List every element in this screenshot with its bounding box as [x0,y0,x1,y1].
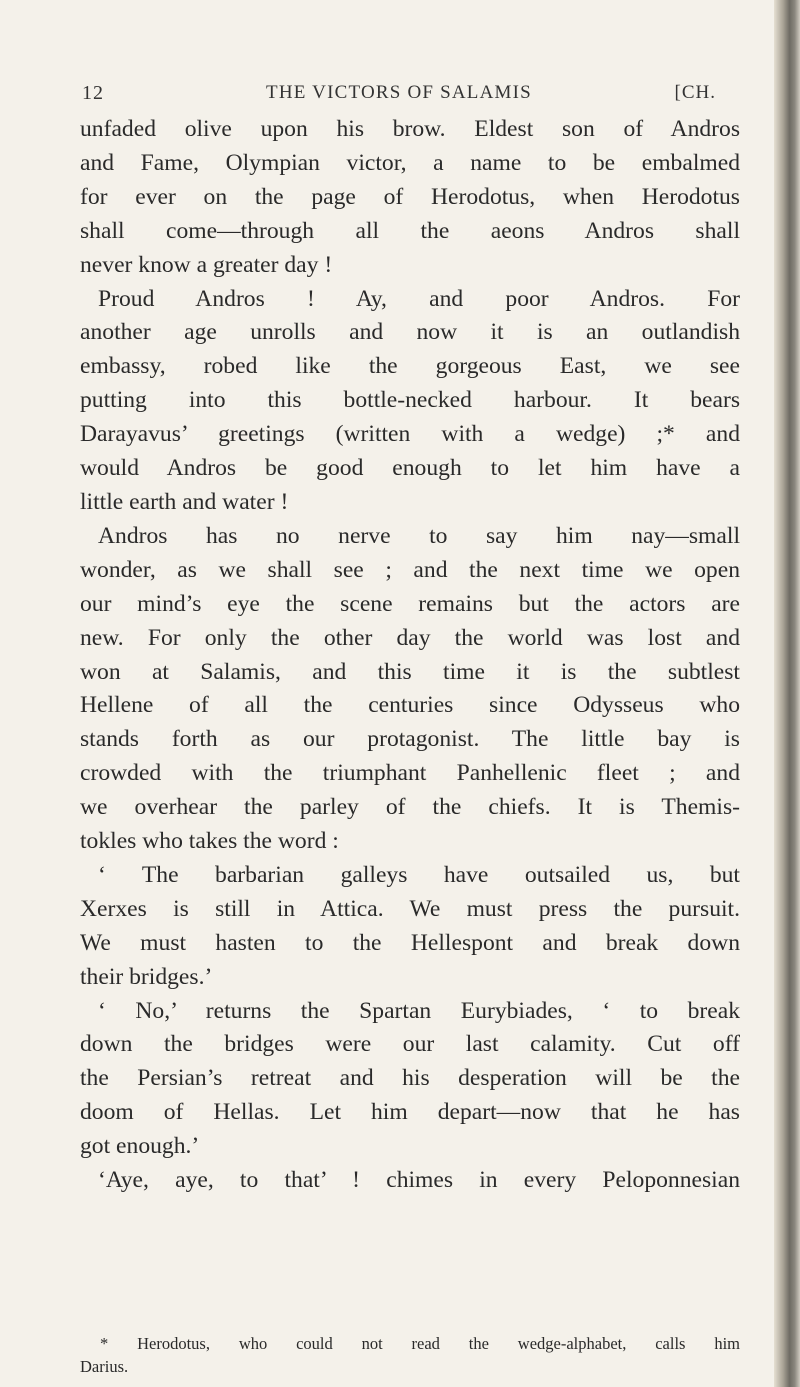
running-head [82,82,716,112]
text-line: and Fame, Olympian victor, a name to be embalmed [80,149,740,176]
text-line: our mind’s eye the scene remains but the actors are [80,590,740,617]
text-line: got enough.’ [80,1133,200,1160]
text-line: the Persian’s retreat and his desperation will be the [80,1065,740,1092]
text-line: Darayavus’ greetings (written with a wedge) ;* and [80,421,740,448]
page-number: 12 [82,82,104,104]
text-line: we overhear the parley of the chiefs. It is Themis- [80,794,740,821]
text-line: shall come—through all the aeons Andros shall [80,217,740,244]
text-line: never know a greater day ! [80,251,333,278]
text-line: ‘Aye, aye, to that’ ! chimes in every Peloponnesian [98,1167,740,1194]
footnote [80,1332,740,1378]
running-title: THE VICTORS OF SALAMIS [266,82,532,103]
page-edge-shadow [774,0,800,1387]
text-line: new. For only the other day the world was lost and [80,624,740,651]
text-line: Proud Andros ! Ay, and poor Andros. For [98,285,740,312]
text-line: unfaded olive upon his brow. Eldest son of Andros [80,116,740,142]
text-line: Andros has no nerve to say him nay—small [98,522,740,549]
footnote-line: Darius. [80,1357,129,1376]
text-line: crowded with the triumphant Panhellenic fleet ; and [80,760,740,787]
text-line: down the bridges were our last calamity. Cut off [80,1031,740,1058]
text-line: wonder, as we shall see ; and the next time we open [80,556,740,583]
text-line: ‘ No,’ returns the Spartan Eurybiades, ‘ to break [98,997,740,1024]
text-line: putting into this bottle-necked harbour. It bears [80,387,740,414]
text-line: stands forth as our protagonist. The little bay is [80,726,740,753]
text-line: ‘ The barbarian galleys have outsailed us, but [98,861,740,888]
text-line: We must hasten to the Hellespont and break down [80,929,740,956]
body-text [80,113,740,1198]
text-line: doom of Hellas. Let him depart—now that he has [80,1099,740,1126]
text-line: tokles who takes the word : [80,828,339,855]
text-line: would Andros be good enough to let him have a [80,455,740,482]
text-line: their bridges.’ [80,963,213,990]
chapter-reference: [CH. [674,82,716,103]
text-line: for ever on the page of Herodotus, when Herodotus [80,183,740,210]
text-line: another age unrolls and now it is an outlandish [80,319,740,346]
text-line: won at Salamis, and this time it is the subtlest [80,658,740,685]
text-line: little earth and water ! [80,488,289,515]
footnote-line: * Herodotus, who could not read the wedge-alphabet, calls him [100,1334,740,1353]
text-line: Xerxes is still in Attica. We must press the pursuit. [80,895,740,922]
text-line: embassy, robed like the gorgeous East, we see [80,353,740,380]
text-line: Hellene of all the centuries since Odysseus who [80,692,740,719]
